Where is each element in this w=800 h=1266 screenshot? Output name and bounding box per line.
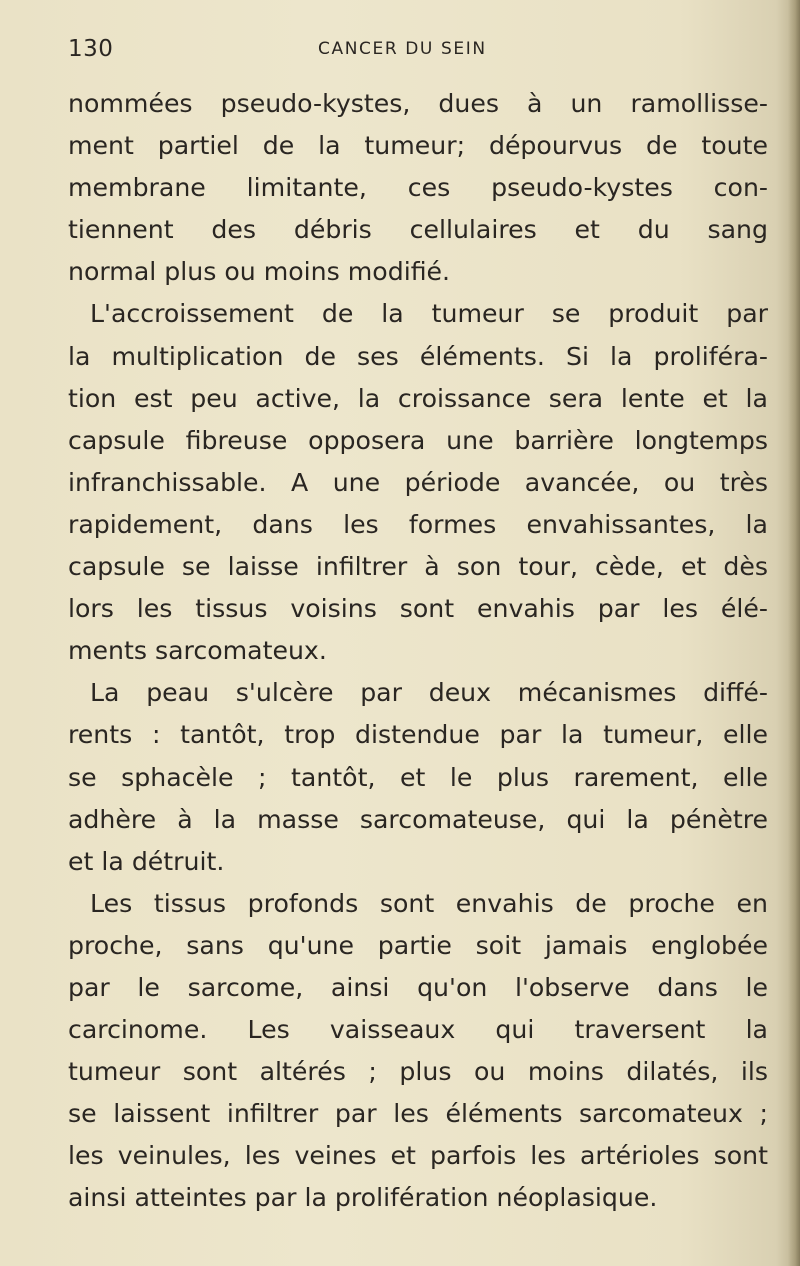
text-line: adhère à la masse sarcomateuse, qui la pénètre [68, 804, 768, 834]
text-line: se sphacèle ; tantôt, et le plus rarement, elle [68, 762, 768, 792]
text-line: tumeur sont altérés ; plus ou moins dilatés, ils [68, 1057, 768, 1087]
text-line: tion est peu active, la croissance sera lente et la [68, 383, 768, 413]
text-line: par le sarcome, ainsi qu'on l'observe dans le [68, 972, 768, 1002]
text-line: carcinome. Les vaisseaux qui traversent la [68, 1015, 768, 1045]
text-line: proche, sans qu'une partie soit jamais englobée [68, 930, 768, 960]
text-line: infranchissable. A une période avancée, ou très [68, 467, 768, 497]
page-number: 130 [68, 36, 114, 62]
page-edge-shadow [788, 0, 800, 1266]
text-line: normal plus ou moins modifié. [68, 257, 451, 287]
text-line: La peau s'ulcère par deux mécanismes diffé- [90, 678, 768, 708]
text-line: Les tissus profonds sont envahis de proche en [90, 888, 768, 918]
text-line: les veinules, les veines et parfois les artérioles sont [68, 1141, 768, 1171]
text-line: ainsi atteintes par la prolifération néoplasique. [68, 1183, 658, 1213]
text-line: la multiplication de ses éléments. Si la proliféra- [68, 341, 768, 371]
text-line: ment partiel de la tumeur; dépourvus de toute [68, 131, 768, 161]
text-line: L'accroissement de la tumeur se produit par [90, 299, 768, 329]
body-text [68, 83, 768, 1220]
text-line: et la détruit. [68, 846, 225, 876]
text-line: capsule se laisse infiltrer à son tour, cède, et dès [68, 552, 768, 582]
text-line: se laissent infiltrer par les éléments sarcomateux ; [68, 1099, 768, 1129]
text-line: capsule fibreuse opposera une barrière longtemps [68, 425, 768, 455]
text-line: nommées pseudo-kystes, dues à un ramollisse- [68, 89, 768, 118]
text-line: tiennent des débris cellulaires et du sang [68, 215, 768, 245]
running-head: CANCER DU SEIN [318, 39, 487, 59]
text-line: rapidement, dans les formes envahissantes, la [68, 509, 768, 539]
text-line: ments sarcomateux. [68, 636, 327, 666]
page-header [68, 36, 758, 66]
text-line: lors les tissus voisins sont envahis par les élé- [68, 594, 768, 624]
text-line: membrane limitante, ces pseudo-kystes con- [68, 173, 768, 203]
text-line: rents : tantôt, trop distendue par la tumeur, elle [68, 720, 768, 750]
